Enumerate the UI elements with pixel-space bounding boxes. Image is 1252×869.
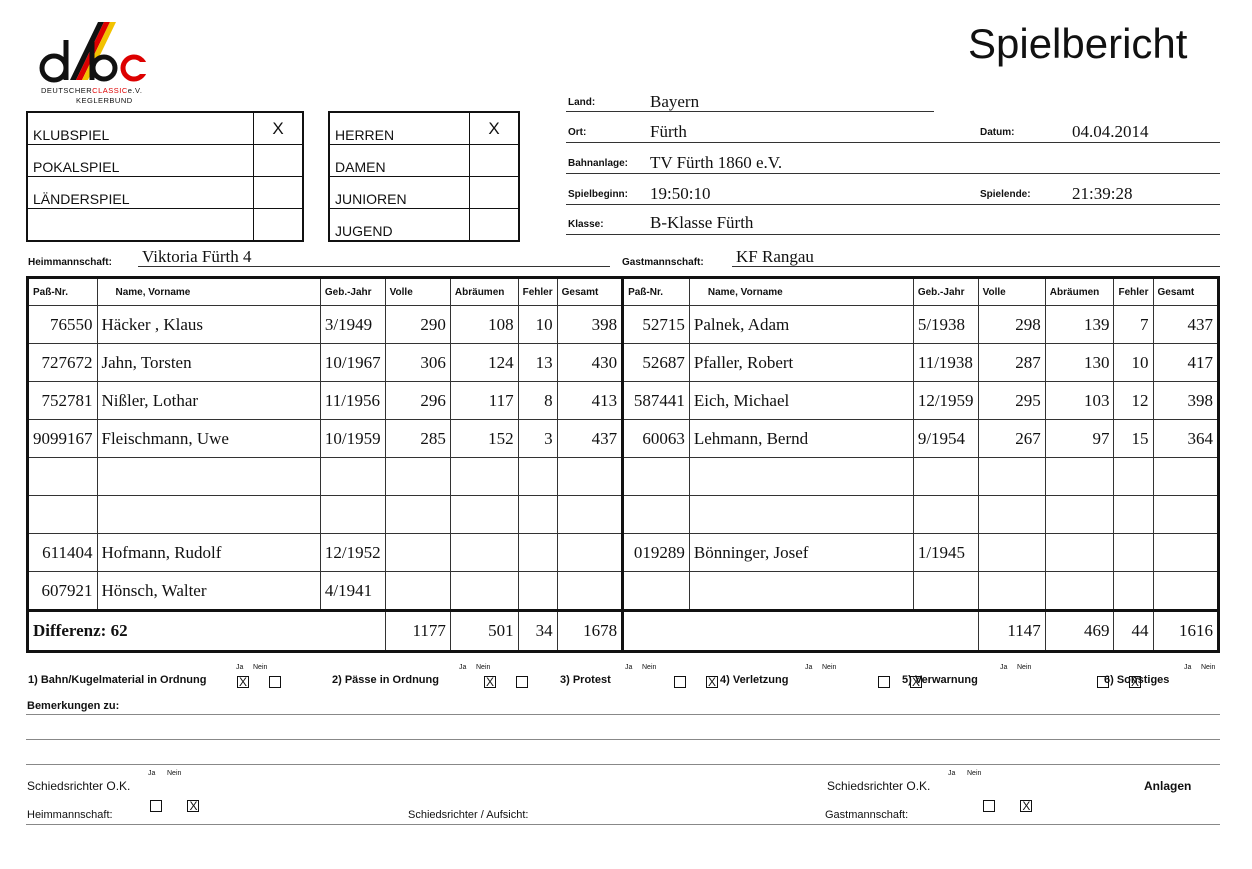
page-title: Spielbericht (968, 20, 1188, 67)
home-pass-nr-cell[interactable]: 607921 (28, 572, 98, 611)
guest-volle-cell[interactable]: 295 (978, 382, 1045, 420)
guest-team-value[interactable]: KF Rangau (736, 247, 814, 266)
guest-abraeumen-cell[interactable] (1045, 534, 1114, 572)
category-mark[interactable] (470, 177, 520, 209)
home-volle-cell[interactable] (385, 572, 450, 611)
nein-label: Nein (1017, 664, 1032, 671)
game-type-table (26, 111, 304, 242)
guest-name-cell[interactable]: Lehmann, Bernd (689, 420, 913, 458)
guest-abraeumen-cell[interactable]: 103 (1045, 382, 1114, 420)
home-total-abraeumen: 501 (450, 611, 518, 652)
check-4-ja-checkbox[interactable] (878, 676, 890, 688)
check-3-nein-checkbox[interactable] (706, 676, 718, 688)
home-fehler-cell[interactable]: 8 (518, 382, 557, 420)
home-geb-jahr-cell[interactable] (320, 458, 385, 496)
category-mark[interactable] (470, 209, 520, 242)
home-pass-nr-cell[interactable]: 9099167 (28, 420, 98, 458)
nein-label: Nein (167, 770, 182, 777)
guest-team-label: Gastmannschaft: (622, 257, 704, 268)
signature-guest-label: Gastmannschaft: (825, 809, 909, 821)
guest-pass-nr-cell[interactable] (623, 458, 690, 496)
check-2-ja-checkbox[interactable] (484, 676, 496, 688)
nein-label: Nein (822, 664, 837, 671)
home-abraeumen-cell[interactable] (450, 458, 518, 496)
home-gesamt-cell[interactable] (557, 496, 622, 534)
guest-volle-cell[interactable] (978, 496, 1045, 534)
game-type-label: POKALSPIEL (27, 145, 254, 177)
guest-geb-jahr-cell[interactable]: 9/1954 (913, 420, 978, 458)
check-label-2: 2) Pässe in Ordnung (332, 674, 439, 686)
home-name-cell[interactable]: Jahn, Torsten (97, 344, 320, 382)
guest-pass-nr-cell[interactable]: 52687 (623, 344, 690, 382)
guest-fehler-cell[interactable] (1114, 496, 1153, 534)
home-gesamt-cell[interactable] (557, 572, 622, 611)
home-fehler-cell[interactable] (518, 496, 557, 534)
home-name-cell[interactable] (97, 458, 320, 496)
logo-line2: KEGLERBUND (76, 96, 133, 105)
ja-label: Ja (236, 664, 244, 671)
home-gesamt-cell[interactable]: 430 (557, 344, 622, 382)
header-geb-jahr: Geb.-Jahr (913, 278, 978, 306)
game-type-mark[interactable]: X (254, 112, 304, 145)
guest-volle-cell[interactable]: 298 (978, 306, 1045, 344)
totals-row (28, 611, 1219, 652)
check-5-nein-checkbox[interactable] (1129, 676, 1141, 688)
guest-total-gesamt: 1616 (1153, 611, 1219, 652)
home-abraeumen-cell[interactable] (450, 534, 518, 572)
guest-geb-jahr-cell[interactable]: 12/1959 (913, 382, 978, 420)
ende-label: Spielende: (980, 189, 1031, 200)
category-table (328, 111, 520, 242)
guest-geb-jahr-cell[interactable] (913, 496, 978, 534)
nein-label: Nein (253, 664, 268, 671)
home-name-cell[interactable]: Fleischmann, Uwe (97, 420, 320, 458)
home-gesamt-cell[interactable]: 437 (557, 420, 622, 458)
category-label: JUGEND (329, 209, 470, 242)
header-volle: Volle (978, 278, 1045, 306)
guest-geb-jahr-cell[interactable] (913, 458, 978, 496)
players-table (26, 276, 1220, 653)
guest-geb-jahr-cell[interactable] (913, 572, 978, 611)
land-label: Land: (568, 97, 596, 108)
home-team-label: Heimmannschaft: (28, 257, 112, 268)
home-gesamt-cell[interactable]: 398 (557, 306, 622, 344)
referee-guest-nein-checkbox[interactable] (1020, 800, 1032, 812)
nein-label: Nein (476, 664, 491, 671)
guest-abraeumen-cell[interactable]: 139 (1045, 306, 1114, 344)
header-gesamt: Gesamt (557, 278, 622, 306)
klasse-value[interactable]: B-Klasse Fürth (650, 213, 754, 232)
guest-gesamt-cell[interactable] (1153, 534, 1219, 572)
guest-fehler-cell[interactable]: 12 (1114, 382, 1153, 420)
home-total-volle: 1177 (385, 611, 450, 652)
difference-value: Differenz: 62 (28, 611, 386, 652)
referee-home-ja-checkbox[interactable] (150, 800, 162, 812)
guest-pass-nr-cell[interactable]: 60063 (623, 420, 690, 458)
table-row (28, 534, 1219, 572)
ja-label: Ja (948, 770, 956, 777)
home-abraeumen-cell[interactable] (450, 496, 518, 534)
category-label: JUNIOREN (329, 177, 470, 209)
table-header-row (28, 278, 1219, 306)
guest-fehler-cell[interactable]: 7 (1114, 306, 1153, 344)
home-abraeumen-cell[interactable]: 108 (450, 306, 518, 344)
check-label-6: 6) Sonstiges (1104, 674, 1170, 686)
ja-label: Ja (1184, 664, 1192, 671)
category-label: HERREN (329, 112, 470, 145)
guest-volle-cell[interactable]: 267 (978, 420, 1045, 458)
guest-pass-nr-cell[interactable]: 587441 (623, 382, 690, 420)
check-5-ja-checkbox[interactable] (1097, 676, 1109, 688)
nein-label: Nein (642, 664, 657, 671)
guest-pass-nr-cell[interactable] (623, 496, 690, 534)
home-name-cell[interactable]: Nißler, Lothar (97, 382, 320, 420)
home-volle-cell[interactable] (385, 534, 450, 572)
guest-name-cell[interactable]: Palnek, Adam (689, 306, 913, 344)
header-gesamt: Gesamt (1153, 278, 1219, 306)
home-pass-nr-cell[interactable] (28, 458, 98, 496)
header-abraeumen: Abräumen (1045, 278, 1114, 306)
game-type-label: KLUBSPIEL (27, 112, 254, 145)
category-label: DAMEN (329, 145, 470, 177)
bahn-label: Bahnanlage: (568, 158, 629, 169)
land-value[interactable]: Bayern (650, 92, 700, 111)
ende-value[interactable]: 21:39:28 (1072, 184, 1133, 203)
datum-value[interactable]: 04.04.2014 (1072, 122, 1149, 141)
table-row (28, 344, 1219, 382)
beginn-label: Spielbeginn: (568, 189, 628, 200)
referee-guest-ja-checkbox[interactable] (983, 800, 995, 812)
guest-gesamt-cell[interactable]: 417 (1153, 344, 1219, 382)
home-abraeumen-cell[interactable]: 152 (450, 420, 518, 458)
guest-name-cell[interactable]: Pfaller, Robert (689, 344, 913, 382)
header-fehler: Fehler (518, 278, 557, 306)
home-pass-nr-cell[interactable] (28, 496, 98, 534)
guest-volle-cell[interactable] (978, 458, 1045, 496)
guest-abraeumen-cell[interactable]: 130 (1045, 344, 1114, 382)
guest-fehler-cell[interactable]: 10 (1114, 344, 1153, 382)
game-type-label: LÄNDERSPIEL (27, 177, 254, 209)
category-mark[interactable] (470, 145, 520, 177)
home-volle-cell[interactable]: 290 (385, 306, 450, 344)
header-name: Name, Vorname (689, 278, 913, 306)
guest-abraeumen-cell[interactable] (1045, 458, 1114, 496)
check-label-3: 3) Protest (560, 674, 611, 686)
guest-name-cell[interactable] (689, 458, 913, 496)
datum-label: Datum: (980, 127, 1015, 138)
header-name: Name, Vorname (97, 278, 320, 306)
guest-volle-cell[interactable] (978, 534, 1045, 572)
header-abraeumen: Abräumen (450, 278, 518, 306)
home-geb-jahr-cell[interactable]: 10/1967 (320, 344, 385, 382)
home-pass-nr-cell[interactable]: 76550 (28, 306, 98, 344)
home-gesamt-cell[interactable] (557, 534, 622, 572)
ja-label: Ja (1000, 664, 1008, 671)
check-3-ja-checkbox[interactable] (674, 676, 686, 688)
logo-line1: DEUTSCHERCLASSICe.V. (41, 86, 143, 95)
game-type-mark[interactable] (254, 145, 304, 177)
home-total-fehler: 34 (518, 611, 557, 652)
guest-gesamt-cell[interactable] (1153, 458, 1219, 496)
home-total-gesamt: 1678 (557, 611, 622, 652)
guest-geb-jahr-cell[interactable]: 1/1945 (913, 534, 978, 572)
home-volle-cell[interactable]: 306 (385, 344, 450, 382)
home-name-cell[interactable]: Hofmann, Rudolf (97, 534, 320, 572)
game-type-mark[interactable] (254, 209, 304, 242)
table-row (28, 420, 1219, 458)
home-name-cell[interactable]: Hönsch, Walter (97, 572, 320, 611)
ort-value[interactable]: Fürth (650, 122, 687, 141)
guest-name-cell[interactable]: Eich, Michael (689, 382, 913, 420)
signature-referee-label: Schiedsrichter / Aufsicht: (408, 809, 529, 821)
header-fehler: Fehler (1114, 278, 1153, 306)
check-1-nein-checkbox[interactable] (269, 676, 281, 688)
guest-geb-jahr-cell[interactable]: 11/1938 (913, 344, 978, 382)
table-row (28, 306, 1219, 344)
guest-volle-cell[interactable] (978, 572, 1045, 611)
check-4-nein-checkbox[interactable] (910, 676, 922, 688)
guest-total-volle: 1147 (978, 611, 1045, 652)
home-team-value[interactable]: Viktoria Fürth 4 (142, 247, 252, 266)
guest-fehler-cell[interactable] (1114, 572, 1153, 611)
table-row (28, 458, 1219, 496)
guest-total-fehler: 44 (1114, 611, 1153, 652)
guest-abraeumen-cell[interactable] (1045, 572, 1114, 611)
home-geb-jahr-cell[interactable]: 11/1956 (320, 382, 385, 420)
referee-ok-label-home: Schiedsrichter O.K. (27, 779, 131, 793)
table-row (28, 496, 1219, 534)
guest-name-cell[interactable] (689, 496, 913, 534)
home-geb-jahr-cell[interactable]: 12/1952 (320, 534, 385, 572)
guest-gesamt-cell[interactable] (1153, 496, 1219, 534)
home-volle-cell[interactable]: 296 (385, 382, 450, 420)
header-pass-nr: Paß-Nr. (28, 278, 98, 306)
home-gesamt-cell[interactable]: 413 (557, 382, 622, 420)
game-type-label (27, 209, 254, 242)
home-fehler-cell[interactable]: 13 (518, 344, 557, 382)
bahn-value[interactable]: TV Fürth 1860 e.V. (650, 153, 783, 172)
home-volle-cell[interactable] (385, 458, 450, 496)
home-fehler-cell[interactable]: 10 (518, 306, 557, 344)
home-volle-cell[interactable]: 285 (385, 420, 450, 458)
home-fehler-cell[interactable]: 3 (518, 420, 557, 458)
table-row (28, 382, 1219, 420)
check-label-5: 5) Verwarnung (902, 674, 978, 686)
check-label-4: 4) Verletzung (720, 674, 789, 686)
guest-gesamt-cell[interactable]: 437 (1153, 306, 1219, 344)
signature-home-label: Heimmannschaft: (27, 809, 113, 821)
referee-home-nein-checkbox[interactable] (187, 800, 199, 812)
guest-gesamt-cell[interactable]: 398 (1153, 382, 1219, 420)
dkbc-logo (30, 18, 170, 110)
home-pass-nr-cell[interactable]: 727672 (28, 344, 98, 382)
home-fehler-cell[interactable] (518, 572, 557, 611)
home-abraeumen-cell[interactable]: 117 (450, 382, 518, 420)
home-name-cell[interactable]: Häcker , Klaus (97, 306, 320, 344)
home-volle-cell[interactable] (385, 496, 450, 534)
ja-label: Ja (625, 664, 633, 671)
guest-pass-nr-cell[interactable]: 019289 (623, 534, 690, 572)
logo-graphic (30, 18, 170, 88)
guest-geb-jahr-cell[interactable]: 5/1938 (913, 306, 978, 344)
guest-pass-nr-cell[interactable]: 52715 (623, 306, 690, 344)
check-2-nein-checkbox[interactable] (516, 676, 528, 688)
home-pass-nr-cell[interactable]: 611404 (28, 534, 98, 572)
home-name-cell[interactable] (97, 496, 320, 534)
header-geb-jahr: Geb.-Jahr (320, 278, 385, 306)
home-fehler-cell[interactable] (518, 458, 557, 496)
guest-pass-nr-cell[interactable] (623, 572, 690, 611)
guest-fehler-cell[interactable] (1114, 458, 1153, 496)
ja-label: Ja (459, 664, 467, 671)
guest-total-abraeumen: 469 (1045, 611, 1114, 652)
anlagen-label: Anlagen (1144, 779, 1192, 793)
ja-label: Ja (805, 664, 813, 671)
guest-fehler-cell[interactable] (1114, 534, 1153, 572)
beginn-value[interactable]: 19:50:10 (650, 184, 711, 203)
home-geb-jahr-cell[interactable]: 4/1941 (320, 572, 385, 611)
guest-name-cell[interactable] (689, 572, 913, 611)
home-fehler-cell[interactable] (518, 534, 557, 572)
guest-volle-cell[interactable]: 287 (978, 344, 1045, 382)
nein-label: Nein (967, 770, 982, 777)
home-abraeumen-cell[interactable]: 124 (450, 344, 518, 382)
guest-gesamt-cell[interactable] (1153, 572, 1219, 611)
ort-label: Ort: (568, 127, 587, 138)
remarks-label: Bemerkungen zu: (27, 700, 120, 712)
guest-abraeumen-cell[interactable] (1045, 496, 1114, 534)
ja-label: Ja (148, 770, 156, 777)
guest-abraeumen-cell[interactable]: 97 (1045, 420, 1114, 458)
check-1-ja-checkbox[interactable] (237, 676, 249, 688)
home-geb-jahr-cell[interactable] (320, 496, 385, 534)
header-pass-nr: Paß-Nr. (623, 278, 690, 306)
home-pass-nr-cell[interactable]: 752781 (28, 382, 98, 420)
guest-name-cell[interactable]: Bönninger, Josef (689, 534, 913, 572)
table-row (28, 572, 1219, 611)
category-mark[interactable]: X (470, 112, 520, 145)
home-gesamt-cell[interactable] (557, 458, 622, 496)
nein-label: Nein (1201, 664, 1216, 671)
home-geb-jahr-cell[interactable]: 10/1959 (320, 420, 385, 458)
home-geb-jahr-cell[interactable]: 3/1949 (320, 306, 385, 344)
klasse-label: Klasse: (568, 219, 604, 230)
guest-total-spacer (623, 611, 979, 652)
guest-gesamt-cell[interactable]: 364 (1153, 420, 1219, 458)
header-volle: Volle (385, 278, 450, 306)
guest-fehler-cell[interactable]: 15 (1114, 420, 1153, 458)
check-label-1: 1) Bahn/Kugelmaterial in Ordnung (28, 674, 207, 686)
game-type-mark[interactable] (254, 177, 304, 209)
referee-ok-label-guest: Schiedsrichter O.K. (827, 779, 931, 793)
home-abraeumen-cell[interactable] (450, 572, 518, 611)
